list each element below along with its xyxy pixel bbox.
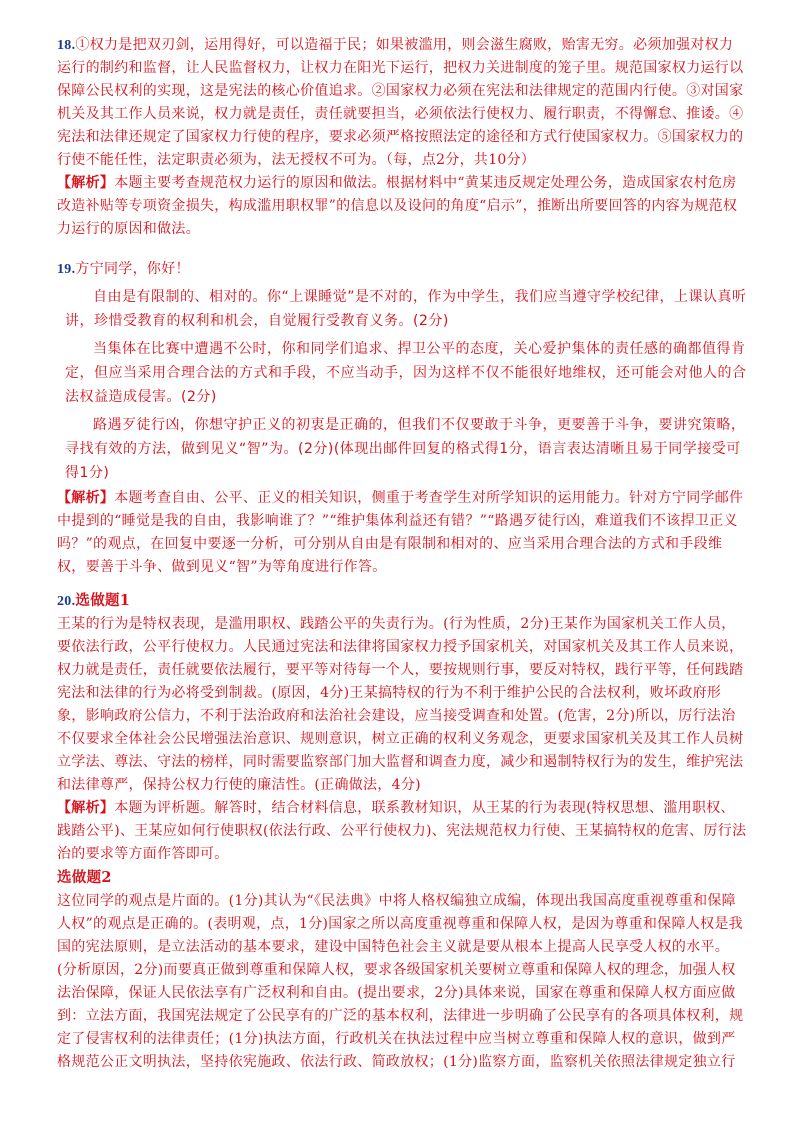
q19-greeting-line	[57, 258, 747, 281]
q19-greeting: 方宁同学，你好！	[75, 261, 190, 277]
q20-choice1-analysis: 本题为评析题。解答时，结合材料信息，联系教材知识，从王某的行为表现(特权思想、滥用职权、践踏公平)、王某应如何行使职权(依法行政、公平行使权力)、宪法规范权力行使、王某搞特权的危害、厉行法治的要求等方面作答即可。	[57, 800, 747, 862]
q20-choice2-title: 选做题2	[57, 869, 112, 886]
q18-analysis-tag: 【解析】	[57, 175, 115, 191]
q19-paragraph-2: 当集体在比赛中遭遇不公时，你和同学们追求、捍卫公平的态度，关心爱护集体的责任感的确都值得肯定，但应当采用合理合法的方式和手段，不应当动手，因为这样不仅不能很好地维权，还可能会对他人的合法权益造成侵害。(2分)	[65, 341, 747, 405]
q20-choice1-analysis-tag: 【解析】	[57, 800, 115, 816]
q20-choice2-answer: 这位同学的观点是片面的。(1分)其认为“《民法典》中将人格权编独立成编，体现出我国高度重视尊重和保障人权”的观点是正确的。(表明观，点，1分)国家之所以高度重视尊重和保障人权，是因为尊重和保障人权是我国的宪法原则，是立法活动的基本要求，建设中国特色社会主义就是要从根本上提高人民享受人权的水平。(分析原因，2分)而要真正做到尊重和保障人权，要求各级国家机关要树立尊重和保障人权的理念，加强人权法治保障，保证人民依法享有广泛权利和自由。(提出要求，2分)具体来说，国家在尊重和保障人权方面应做到：立法方面，我国宪法规定了公民享有的广泛的基本权利，法律进一步明确了公民享有的各项具体权利，规定了侵害权利的法律责任；(1分)执法方面，行政机关在执法过程中应当树立尊重和保障人权的意识，做到严格规范公正文明执法，坚持依宪施政、依法行政、简政放权；(1分)监察方面，监察机关依照法律规定独立行	[57, 893, 744, 1070]
q19-paragraph-3: 路遇歹徒行凶，你想守护正义的初衷是正确的，但我们不仅要敢于斗争，更要善于斗争，要讲究策略，寻找有效的方法，做到见义“智”为。(2分)(体现出邮件回复的格式得1分，语言表达清晰且易于同学接受可得1分)	[65, 417, 746, 481]
q19-analysis-paragraph	[57, 487, 747, 579]
q19-analysis-tag: 【解析】	[57, 490, 115, 506]
q19-analysis: 本题考查自由、公平、正义的相关知识，侧重于考查学生对所学知识的运用能力。针对方宁同学邮件中提到的“睡觉是我的自由，我影响谁了？”“维护集体利益还有错？”“路遇歹徒行凶，难道我们不该捍卫正义吗？”的观点，在回复中要逐一分析，可分别从自由是有限制和相对的、应当采用合理合法的方式和手段维权，要善于斗争、做到见义“智”为等角度进行作答。	[57, 490, 744, 575]
q19-paragraph-1: 自由是有限制的、相对的。你“上课睡觉”是不对的，作为中学生，我们应当遵守学校纪律，上课认真听讲，珍惜受教育的权利和机会，自觉履行受教育义务。(2分)	[65, 289, 747, 329]
q20-choice1-analysis-paragraph	[57, 797, 747, 866]
question-20	[57, 589, 747, 1074]
q20-title-line	[57, 589, 747, 613]
q18-analysis-paragraph	[57, 172, 747, 241]
q20-choice1-title: 选做题1	[75, 592, 131, 609]
question-19	[57, 258, 747, 579]
q20-choice2-title-line	[57, 866, 747, 890]
q18-number: 18.	[57, 38, 76, 53]
question-18	[57, 34, 747, 241]
q20-number: 20.	[57, 594, 76, 609]
q18-answer: ①权力是把双刃剑，运用得好，可以造福于民；如果被滥用，则会滋生腐败，贻害无穷。必须加强对权力运行的制约和监督，让人民监督权力，让权力在阳光下运行，把权力关进制度的笼子里。规范国家权力运行以保障公民权利的实现，这是宪法的核心价值追求。②国家权力必须在宪法和法律规定的范围内行使。③对国家机关及其工作人员来说，权力就是责任，责任就要担当，必须依法行使权力、履行职责，不得懈怠、推诿。④宪法和法律还规定了国家权力行使的程序，要求必须严格按照法定的途径和方式行使国家权力。⑤国家权力的行使不能任性，法定职责必须为，法无授权不可为。（每，点2分，共10分）	[57, 37, 744, 168]
q20-choice1-answer: 王某的行为是特权表现，是滥用职权、践踏公平的失责行为。(行为性质，2分)王某作为国家机关工作人员，要依法行政，公平行使权力。人民通过宪法和法律将国家权力授予国家机关，对国家机关及其工作人员来说，权力就是责任，责任就要依法履行，要平等对待每一个人，要按规则行事，要反对特权，践行平等，任何践踏宪法和法律的行为必将受到制裁。(原因，4分)王某搞特权的行为不利于维护公民的合法权利，败坏政府形象，影响政府公信力，不利于法治政府和法治社会建设，应当接受调查和处置。(危害，2分)所以，厉行法治不仅要求全体社会公民增强法治意识、规则意识，树立正确的权利义务观念，更要求国家机关及其工作人员树立学法、尊法、守法的榜样，同时需要监察部门加大监督和调查力度，减少和遏制特权行为的发生，维护宪法和法律尊严，保持公权力行使的廉洁性。(正确做法，4分)	[57, 616, 744, 793]
q18-analysis: 本题主要考查规范权力运行的原因和做法。根据材料中“黄某违反规定处理公务，造成国家农村危房改造补贴等专项资金损失，构成滥用职权罪”的信息以及设问的角度“启示”，推断出所要回答的内容为规范权力运行的原因和做法。	[57, 175, 738, 237]
q19-number: 19.	[57, 262, 76, 277]
q18-answer-paragraph	[57, 34, 747, 172]
